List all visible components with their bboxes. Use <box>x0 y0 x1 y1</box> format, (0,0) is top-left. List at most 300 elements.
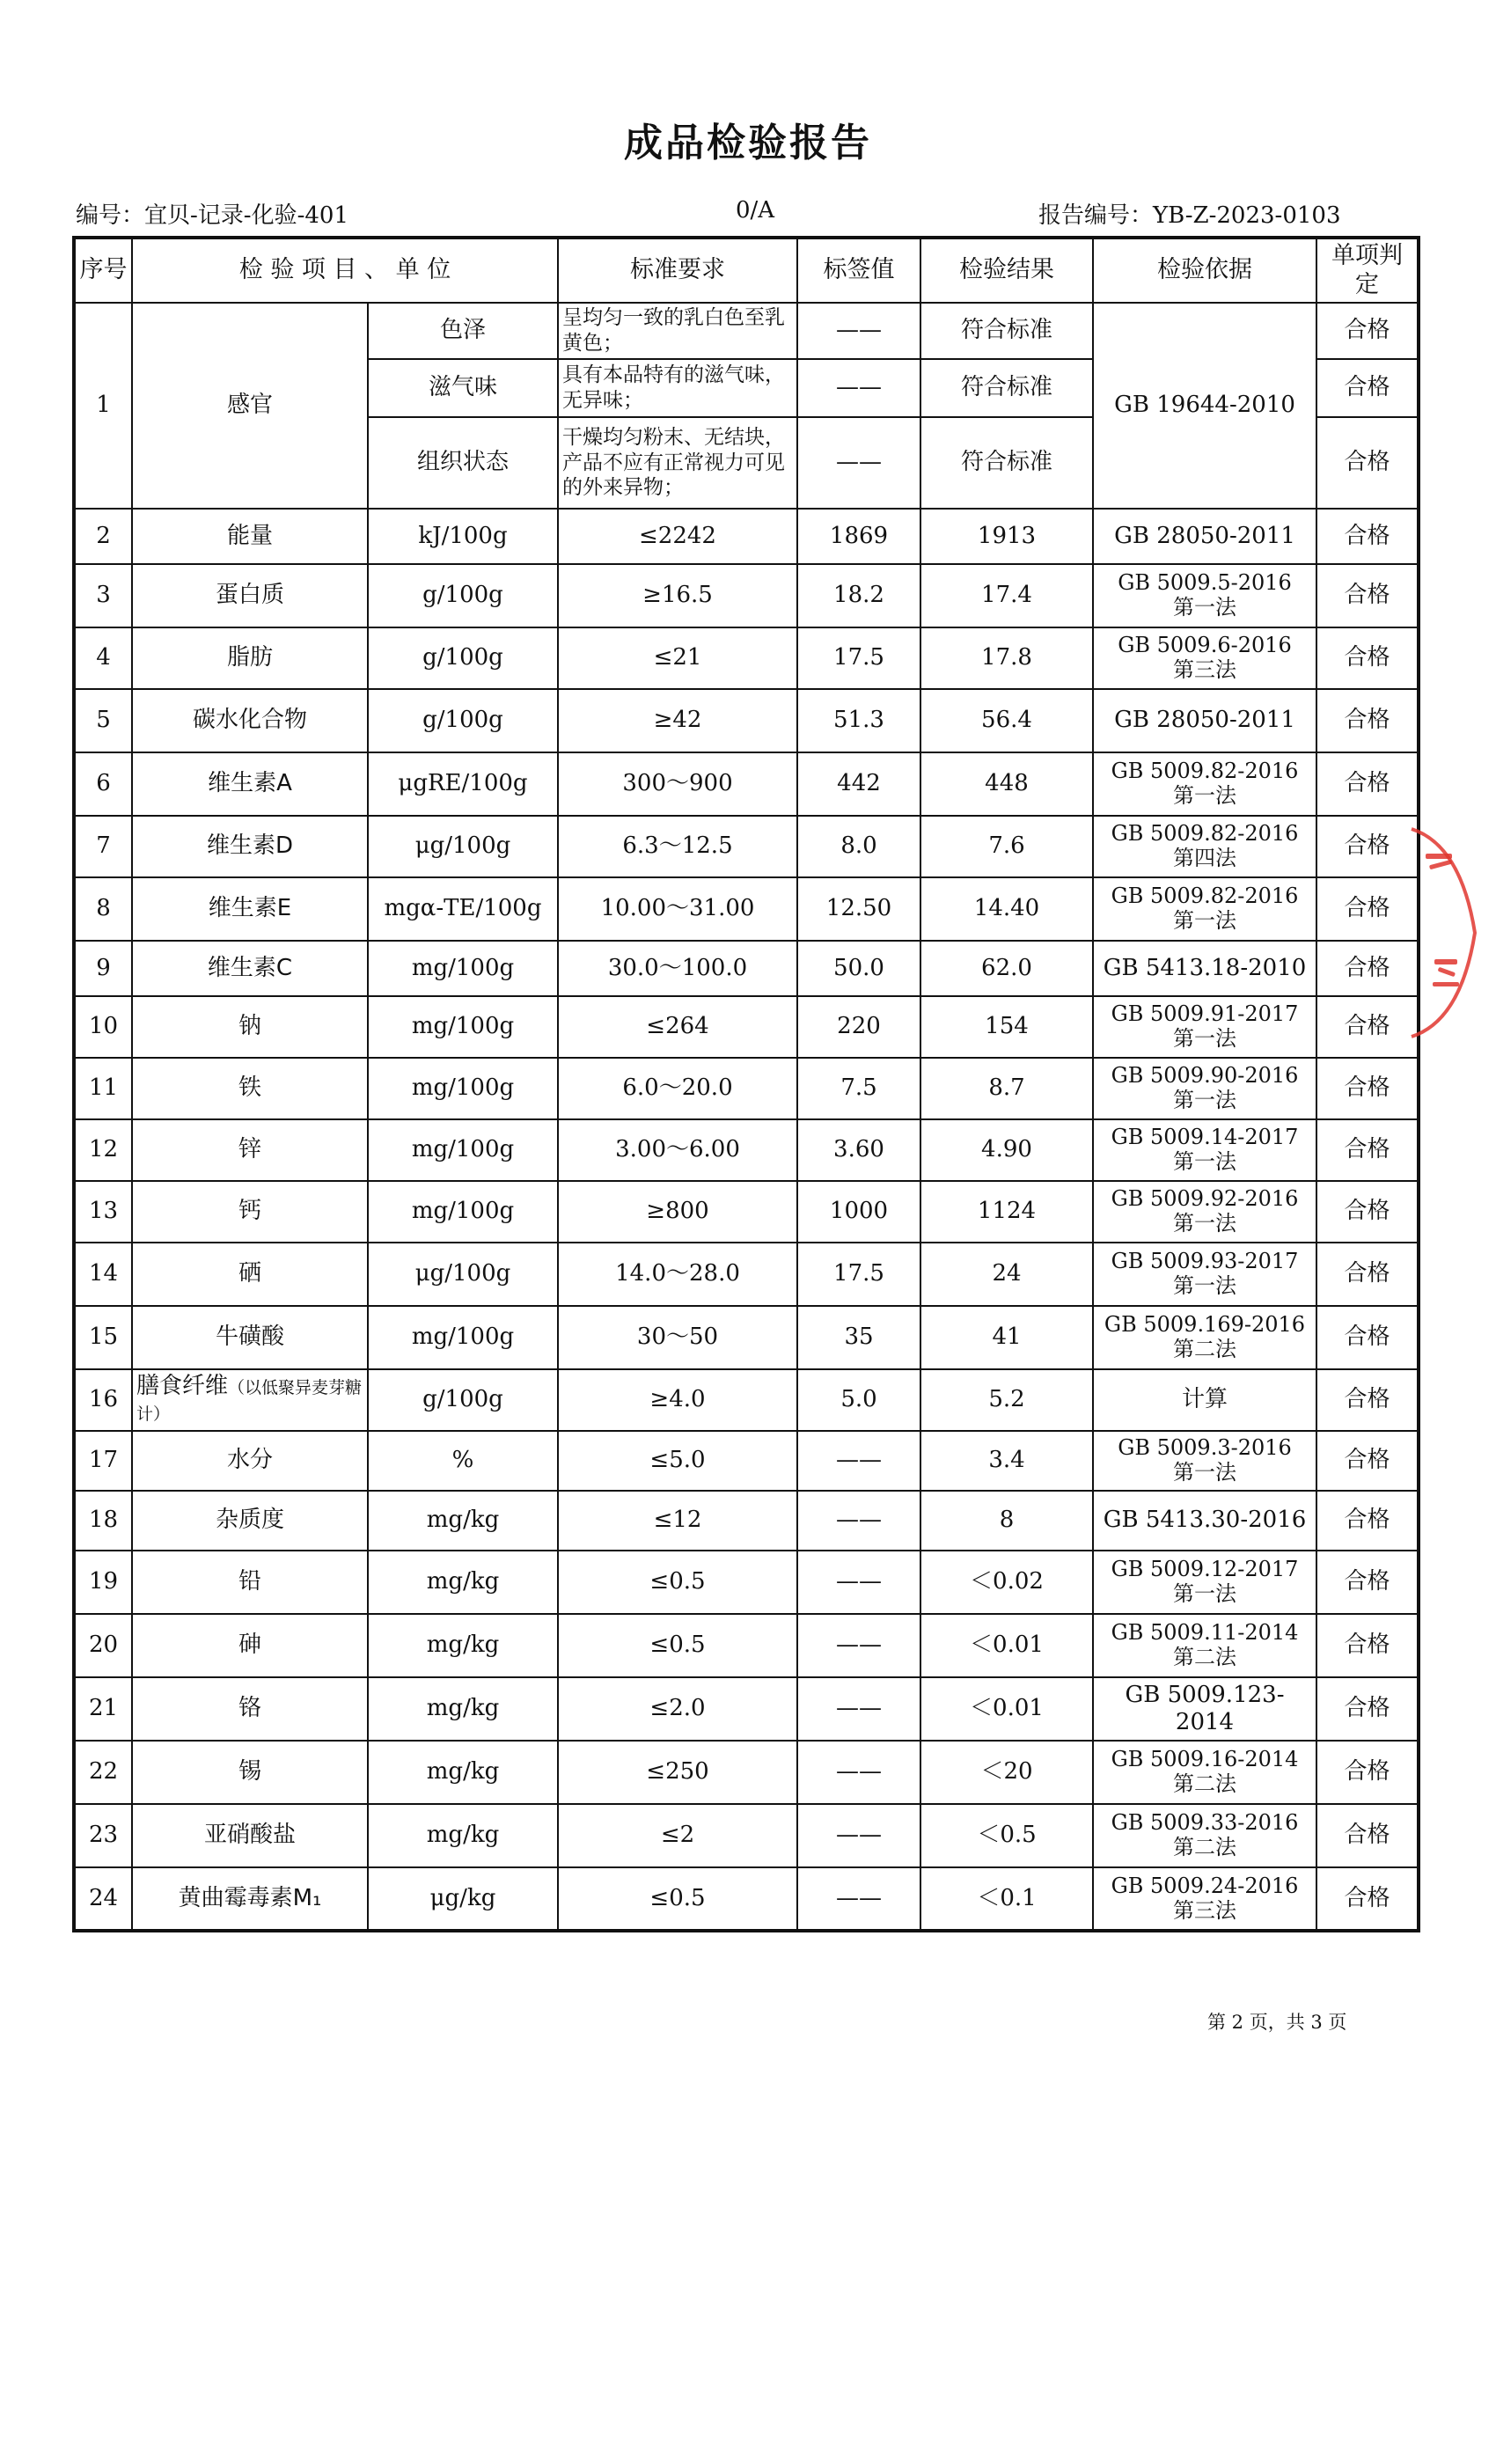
basis-value: GB 19644-2010 <box>1093 303 1316 509</box>
basis-method: 第一法 <box>1173 1026 1236 1051</box>
verdict-value: 合格 <box>1316 1614 1419 1677</box>
basis-standard: GB 5009.6-2016 <box>1118 633 1292 658</box>
sensory-attr: 滋气味 <box>368 359 558 417</box>
table-row <box>74 627 1419 689</box>
basis-standard: GB 5009.11-2014 <box>1111 1620 1299 1646</box>
basis-value <box>1093 1181 1316 1243</box>
item-label: 维生素C <box>207 954 293 981</box>
item-name <box>132 1369 368 1431</box>
item-name <box>132 509 368 564</box>
header-standard: 标准要求 <box>558 238 797 303</box>
basis-method: 第二法 <box>1173 1645 1236 1669</box>
item-label: 膳食纤维 <box>136 1373 229 1400</box>
result-value: ＜20 <box>920 1741 1093 1804</box>
result-value: ＜0.5 <box>920 1804 1093 1867</box>
result-value: 3.4 <box>920 1431 1093 1491</box>
label-value: 442 <box>797 752 920 816</box>
basis-value <box>1093 877 1316 941</box>
item-unit: g/100g <box>368 564 558 627</box>
basis-standard: GB 5009.24-2016 <box>1111 1873 1299 1898</box>
basis-method: 第一法 <box>1173 1273 1236 1298</box>
item-unit: mg/100g <box>368 1181 558 1243</box>
item-name <box>132 877 368 941</box>
page-title: 成品检验报告 <box>624 121 872 165</box>
standard-value: 30～50 <box>558 1306 797 1369</box>
result-value: 符合标准 <box>920 303 1093 359</box>
row-no: 16 <box>74 1369 132 1431</box>
report-number: 报告编号：YB-Z-2023-0103 <box>1038 202 1341 229</box>
standard-value: ≤21 <box>558 627 797 689</box>
table-row <box>74 1804 1419 1867</box>
basis-method: 第二法 <box>1173 1835 1236 1859</box>
item-name <box>132 1741 368 1804</box>
item-unit: mgα-TE/100g <box>368 877 558 941</box>
item-label: 亚硝酸盐 <box>203 1822 296 1849</box>
header-verdict: 单项判定 <box>1316 238 1419 303</box>
item-label: 铅 <box>238 1568 261 1595</box>
basis-value <box>1093 1741 1316 1804</box>
basis-value <box>1093 1369 1316 1431</box>
row-no: 1 <box>74 303 132 509</box>
record-code: 编号：宜贝-记录-化验-401 <box>76 202 348 229</box>
verdict-value: 合格 <box>1316 1119 1419 1181</box>
item-unit: mg/kg <box>368 1677 558 1741</box>
result-value: 154 <box>920 996 1093 1058</box>
basis-standard: GB 5009.123-2014 <box>1125 1681 1285 1735</box>
item-unit: mg/kg <box>368 1741 558 1804</box>
result-value: 7.6 <box>920 816 1093 877</box>
label-value: —— <box>797 1677 920 1741</box>
label-value: 1000 <box>797 1181 920 1243</box>
basis-method: 第一法 <box>1173 595 1236 620</box>
row-no: 14 <box>74 1243 132 1306</box>
table-row <box>74 564 1419 627</box>
row-no: 10 <box>74 996 132 1058</box>
basis-value <box>1093 752 1316 816</box>
result-value: 1913 <box>920 509 1093 564</box>
basis-value <box>1093 564 1316 627</box>
row-no: 20 <box>74 1614 132 1677</box>
item-label: 锌 <box>238 1136 261 1163</box>
item-label: 黄曲霉毒素M₁ <box>178 1884 322 1911</box>
basis-method: 第二法 <box>1173 1337 1236 1361</box>
verdict-value: 合格 <box>1316 303 1419 359</box>
standard-value: 6.0～20.0 <box>558 1058 797 1119</box>
standard-value: ≤0.5 <box>558 1867 797 1931</box>
table-row <box>74 1491 1419 1551</box>
item-label: 脂肪 <box>226 644 273 671</box>
verdict-value: 合格 <box>1316 1804 1419 1867</box>
item-name <box>132 1867 368 1931</box>
basis-standard: GB 5009.82-2016 <box>1111 884 1299 909</box>
table-row <box>74 1614 1419 1677</box>
standard-value: 300～900 <box>558 752 797 816</box>
result-value: ＜0.01 <box>920 1677 1093 1741</box>
item-name <box>132 1551 368 1614</box>
verdict-value: 合格 <box>1316 752 1419 816</box>
basis-value <box>1093 1551 1316 1614</box>
result-value: 1124 <box>920 1181 1093 1243</box>
standard-value: ≥4.0 <box>558 1369 797 1431</box>
item-unit: mg/kg <box>368 1491 558 1551</box>
label-value: 17.5 <box>797 627 920 689</box>
standard-value: ≥42 <box>558 689 797 752</box>
basis-standard: GB 5009.91-2017 <box>1111 1001 1299 1027</box>
standard-value: 6.3～12.5 <box>558 816 797 877</box>
label-value: 17.5 <box>797 1243 920 1306</box>
verdict-value: 合格 <box>1316 564 1419 627</box>
row-no: 4 <box>74 627 132 689</box>
basis-standard: GB 5009.90-2016 <box>1111 1063 1299 1089</box>
table-row <box>74 1119 1419 1181</box>
label-value: 35 <box>797 1306 920 1369</box>
result-value: 24 <box>920 1243 1093 1306</box>
table-row <box>74 1369 1419 1431</box>
table-row <box>74 752 1419 816</box>
basis-method: 第二法 <box>1173 1771 1236 1796</box>
verdict-value: 合格 <box>1316 816 1419 877</box>
basis-standard: GB 28050-2011 <box>1114 707 1295 734</box>
table-row <box>74 1243 1419 1306</box>
basis-method: 第一法 <box>1173 1211 1236 1236</box>
item-unit: % <box>368 1431 558 1491</box>
basis-method: 第三法 <box>1173 657 1236 682</box>
basis-method: 第一法 <box>1173 1088 1236 1112</box>
standard-value: ≤2 <box>558 1804 797 1867</box>
header-result: 检验结果 <box>920 238 1093 303</box>
row-no: 5 <box>74 689 132 752</box>
result-value: 5.2 <box>920 1369 1093 1431</box>
basis-method: 第一法 <box>1173 1149 1236 1174</box>
item-label: 水分 <box>226 1447 273 1474</box>
standard-value: ≤0.5 <box>558 1614 797 1677</box>
item-label: 硒 <box>238 1260 261 1287</box>
row-no: 13 <box>74 1181 132 1243</box>
item-unit: μg/kg <box>368 1867 558 1931</box>
header-basis: 检验依据 <box>1093 238 1316 303</box>
standard-value: ≤2.0 <box>558 1677 797 1741</box>
item-label: 维生素A <box>208 770 292 797</box>
result-value: 17.8 <box>920 627 1093 689</box>
standard-value: ≥800 <box>558 1181 797 1243</box>
row-no: 2 <box>74 509 132 564</box>
basis-standard: GB 5009.16-2014 <box>1111 1747 1299 1772</box>
table-row <box>74 1551 1419 1614</box>
basis-value <box>1093 1867 1316 1931</box>
item-name <box>132 816 368 877</box>
sensory-attr: 组织状态 <box>368 417 558 509</box>
verdict-value: 合格 <box>1316 941 1419 996</box>
item-unit: g/100g <box>368 689 558 752</box>
verdict-value: 合格 <box>1316 1491 1419 1551</box>
result-value: ＜0.01 <box>920 1614 1093 1677</box>
basis-value <box>1093 1614 1316 1677</box>
standard-value: 3.00～6.00 <box>558 1119 797 1181</box>
item-unit: mg/100g <box>368 996 558 1058</box>
item-unit: mg/100g <box>368 1306 558 1369</box>
basis-standard: GB 5009.93-2017 <box>1111 1249 1299 1274</box>
item-unit: μgRE/100g <box>368 752 558 816</box>
item-label: 铬 <box>238 1695 261 1722</box>
basis-standard: GB 5009.3-2016 <box>1118 1435 1292 1461</box>
item-label: 维生素E <box>208 895 292 922</box>
row-no: 15 <box>74 1306 132 1369</box>
inspection-table <box>72 236 1420 1932</box>
item-unit: mg/kg <box>368 1551 558 1614</box>
item-label: 牛磺酸 <box>215 1324 284 1351</box>
basis-standard: GB 5009.82-2016 <box>1111 759 1299 784</box>
verdict-value: 合格 <box>1316 1369 1419 1431</box>
item-name <box>132 689 368 752</box>
table-row <box>74 1181 1419 1243</box>
item-name <box>132 752 368 816</box>
standard-value: ≤2242 <box>558 509 797 564</box>
item-label: 砷 <box>238 1632 261 1659</box>
item-label: 钙 <box>238 1198 261 1225</box>
basis-standard: GB 5009.33-2016 <box>1111 1810 1299 1836</box>
standard-value: ≤264 <box>558 996 797 1058</box>
label-value: —— <box>797 1867 920 1931</box>
row-no: 6 <box>74 752 132 816</box>
item-name <box>132 1614 368 1677</box>
sensory-attr: 色泽 <box>368 303 558 359</box>
verdict-value: 合格 <box>1316 1741 1419 1804</box>
standard-value: ≤0.5 <box>558 1551 797 1614</box>
basis-standard: GB 28050-2011 <box>1114 522 1295 549</box>
basis-method: 第一法 <box>1173 783 1236 808</box>
row-no: 8 <box>74 877 132 941</box>
standard-value: ≤5.0 <box>558 1431 797 1491</box>
item-name <box>132 941 368 996</box>
basis-standard: GB 5009.82-2016 <box>1111 821 1299 847</box>
result-value: 4.90 <box>920 1119 1093 1181</box>
standard-value: 30.0～100.0 <box>558 941 797 996</box>
item-label: 锡 <box>238 1758 261 1786</box>
item-name <box>132 1119 368 1181</box>
item-unit: kJ/100g <box>368 509 558 564</box>
basis-standard: GB 5009.169-2016 <box>1104 1312 1306 1338</box>
basis-standard: GB 5009.12-2017 <box>1111 1557 1299 1582</box>
result-value: 14.40 <box>920 877 1093 941</box>
item-name <box>132 1677 368 1741</box>
verdict-value: 合格 <box>1316 627 1419 689</box>
label-value: —— <box>797 1551 920 1614</box>
verdict-value: 合格 <box>1316 1306 1419 1369</box>
standard-value: 14.0～28.0 <box>558 1243 797 1306</box>
table-row <box>74 996 1419 1058</box>
basis-value <box>1093 1058 1316 1119</box>
standard-value: ≥16.5 <box>558 564 797 627</box>
basis-method: 第一法 <box>1173 1460 1236 1485</box>
basis-value <box>1093 816 1316 877</box>
table-row <box>74 1677 1419 1741</box>
row-no: 11 <box>74 1058 132 1119</box>
label-value: 1869 <box>797 509 920 564</box>
item-label: 碳水化合物 <box>192 707 307 734</box>
item-label: 钠 <box>238 1013 261 1040</box>
header-item: 检 验 项 目 、 单 位 <box>132 238 558 303</box>
table-row <box>74 1867 1419 1931</box>
table-row <box>74 877 1419 941</box>
row-no: 24 <box>74 1867 132 1931</box>
item-label: 维生素D <box>206 832 294 860</box>
table-row <box>74 1306 1419 1369</box>
sensory-standard: 呈均匀一致的乳白色至乳黄色； <box>558 303 797 359</box>
result-value: ＜0.1 <box>920 1867 1093 1931</box>
basis-standard: GB 5009.14-2017 <box>1111 1125 1299 1150</box>
item-name <box>132 1431 368 1491</box>
item-unit: g/100g <box>368 627 558 689</box>
item-label: 蛋白质 <box>215 582 284 609</box>
table-row <box>74 816 1419 877</box>
row-no: 17 <box>74 1431 132 1491</box>
sensory-standard: 具有本品特有的滋气味，无异味； <box>558 359 797 417</box>
verdict-value: 合格 <box>1316 1058 1419 1119</box>
item-note: （以低聚异麦芽糖计） <box>136 1378 363 1424</box>
table-row <box>74 941 1419 996</box>
row-no: 7 <box>74 816 132 877</box>
label-value: 8.0 <box>797 816 920 877</box>
header-row <box>74 238 1419 303</box>
verdict-value: 合格 <box>1316 1431 1419 1491</box>
verdict-value: 合格 <box>1316 1677 1419 1741</box>
row-no: 22 <box>74 1741 132 1804</box>
item-unit: mg/100g <box>368 1058 558 1119</box>
basis-value <box>1093 1677 1316 1741</box>
basis-value <box>1093 1491 1316 1551</box>
basis-standard: GB 5009.92-2016 <box>1111 1186 1299 1212</box>
row-no: 23 <box>74 1804 132 1867</box>
result-value: 448 <box>920 752 1093 816</box>
table-row <box>74 689 1419 752</box>
table-row <box>74 1741 1419 1804</box>
basis-standard: GB 5413.18-2010 <box>1103 954 1307 981</box>
result-value: 8.7 <box>920 1058 1093 1119</box>
label-value: —— <box>797 1741 920 1804</box>
basis-value <box>1093 941 1316 996</box>
standard-value: 10.00～31.00 <box>558 877 797 941</box>
result-value: 符合标准 <box>920 359 1093 417</box>
result-value: 17.4 <box>920 564 1093 627</box>
label-value: —— <box>797 1431 920 1491</box>
verdict-value: 合格 <box>1316 1243 1419 1306</box>
label-value: 7.5 <box>797 1058 920 1119</box>
result-value: ＜0.02 <box>920 1551 1093 1614</box>
label-value: —— <box>797 1614 920 1677</box>
basis-value <box>1093 996 1316 1058</box>
basis-standard: GB 5413.30-2016 <box>1103 1507 1307 1534</box>
basis-standard: GB 5009.5-2016 <box>1118 570 1292 596</box>
basis-value <box>1093 1804 1316 1867</box>
row-no: 19 <box>74 1551 132 1614</box>
basis-method: 第一法 <box>1173 1581 1236 1606</box>
row-no: 18 <box>74 1491 132 1551</box>
verdict-value: 合格 <box>1316 1551 1419 1614</box>
item-name <box>132 1804 368 1867</box>
result-value: 41 <box>920 1306 1093 1369</box>
basis-method: 第一法 <box>1173 908 1236 933</box>
basis-value <box>1093 1431 1316 1491</box>
item-label: 杂质度 <box>215 1507 284 1534</box>
result-value: 符合标准 <box>920 417 1093 509</box>
basis-standard: 计算 <box>1181 1386 1228 1413</box>
sensory-standard: 干燥均匀粉末、无结块，产品不应有正常视力可见的外来异物； <box>558 417 797 509</box>
page-footer: 第 2 页，共 3 页 <box>1207 2012 1347 2033</box>
label-value: —— <box>797 359 920 417</box>
row-no: 12 <box>74 1119 132 1181</box>
basis-value <box>1093 627 1316 689</box>
item-label: 铁 <box>238 1074 261 1102</box>
item-name <box>132 1181 368 1243</box>
item-unit: mg/kg <box>368 1804 558 1867</box>
table-row <box>74 1431 1419 1491</box>
label-value: 3.60 <box>797 1119 920 1181</box>
sensory-name: 感官 <box>132 303 368 509</box>
basis-value <box>1093 1119 1316 1181</box>
item-label: 能量 <box>226 522 273 549</box>
verdict-value: 合格 <box>1316 1867 1419 1931</box>
header-no: 序号 <box>74 238 132 303</box>
basis-value <box>1093 1243 1316 1306</box>
verdict-value: 合格 <box>1316 1181 1419 1243</box>
row-no: 9 <box>74 941 132 996</box>
label-value: 18.2 <box>797 564 920 627</box>
item-name <box>132 1243 368 1306</box>
item-unit: μg/100g <box>368 1243 558 1306</box>
item-unit: mg/kg <box>368 1614 558 1677</box>
label-value: 220 <box>797 996 920 1058</box>
verdict-value: 合格 <box>1316 359 1419 417</box>
header-label-value: 标签值 <box>797 238 920 303</box>
basis-method: 第四法 <box>1173 846 1236 870</box>
basis-method: 第三法 <box>1173 1897 1236 1923</box>
standard-value: ≤12 <box>558 1491 797 1551</box>
label-value: —— <box>797 1491 920 1551</box>
item-unit: g/100g <box>368 1369 558 1431</box>
result-value: 62.0 <box>920 941 1093 996</box>
label-value: 50.0 <box>797 941 920 996</box>
red-seal-stamp <box>1408 827 1478 1038</box>
standard-value: ≤250 <box>558 1741 797 1804</box>
verdict-value: 合格 <box>1316 509 1419 564</box>
row-no: 21 <box>74 1677 132 1741</box>
label-value: 51.3 <box>797 689 920 752</box>
item-unit: μg/100g <box>368 816 558 877</box>
verdict-value: 合格 <box>1316 996 1419 1058</box>
item-unit: mg/100g <box>368 1119 558 1181</box>
table-row <box>74 303 1419 359</box>
row-no: 3 <box>74 564 132 627</box>
item-name <box>132 996 368 1058</box>
basis-value <box>1093 1306 1316 1369</box>
basis-value <box>1093 509 1316 564</box>
item-name <box>132 1491 368 1551</box>
label-value: 5.0 <box>797 1369 920 1431</box>
item-name <box>132 627 368 689</box>
verdict-value: 合格 <box>1316 877 1419 941</box>
label-value: —— <box>797 1804 920 1867</box>
item-name <box>132 1058 368 1119</box>
verdict-value: 合格 <box>1316 689 1419 752</box>
label-value: —— <box>797 303 920 359</box>
item-name <box>132 1306 368 1369</box>
table-row <box>74 509 1419 564</box>
item-name <box>132 564 368 627</box>
verdict-value: 合格 <box>1316 417 1419 509</box>
result-value: 56.4 <box>920 689 1093 752</box>
result-value: 8 <box>920 1491 1093 1551</box>
label-value: —— <box>797 417 920 509</box>
